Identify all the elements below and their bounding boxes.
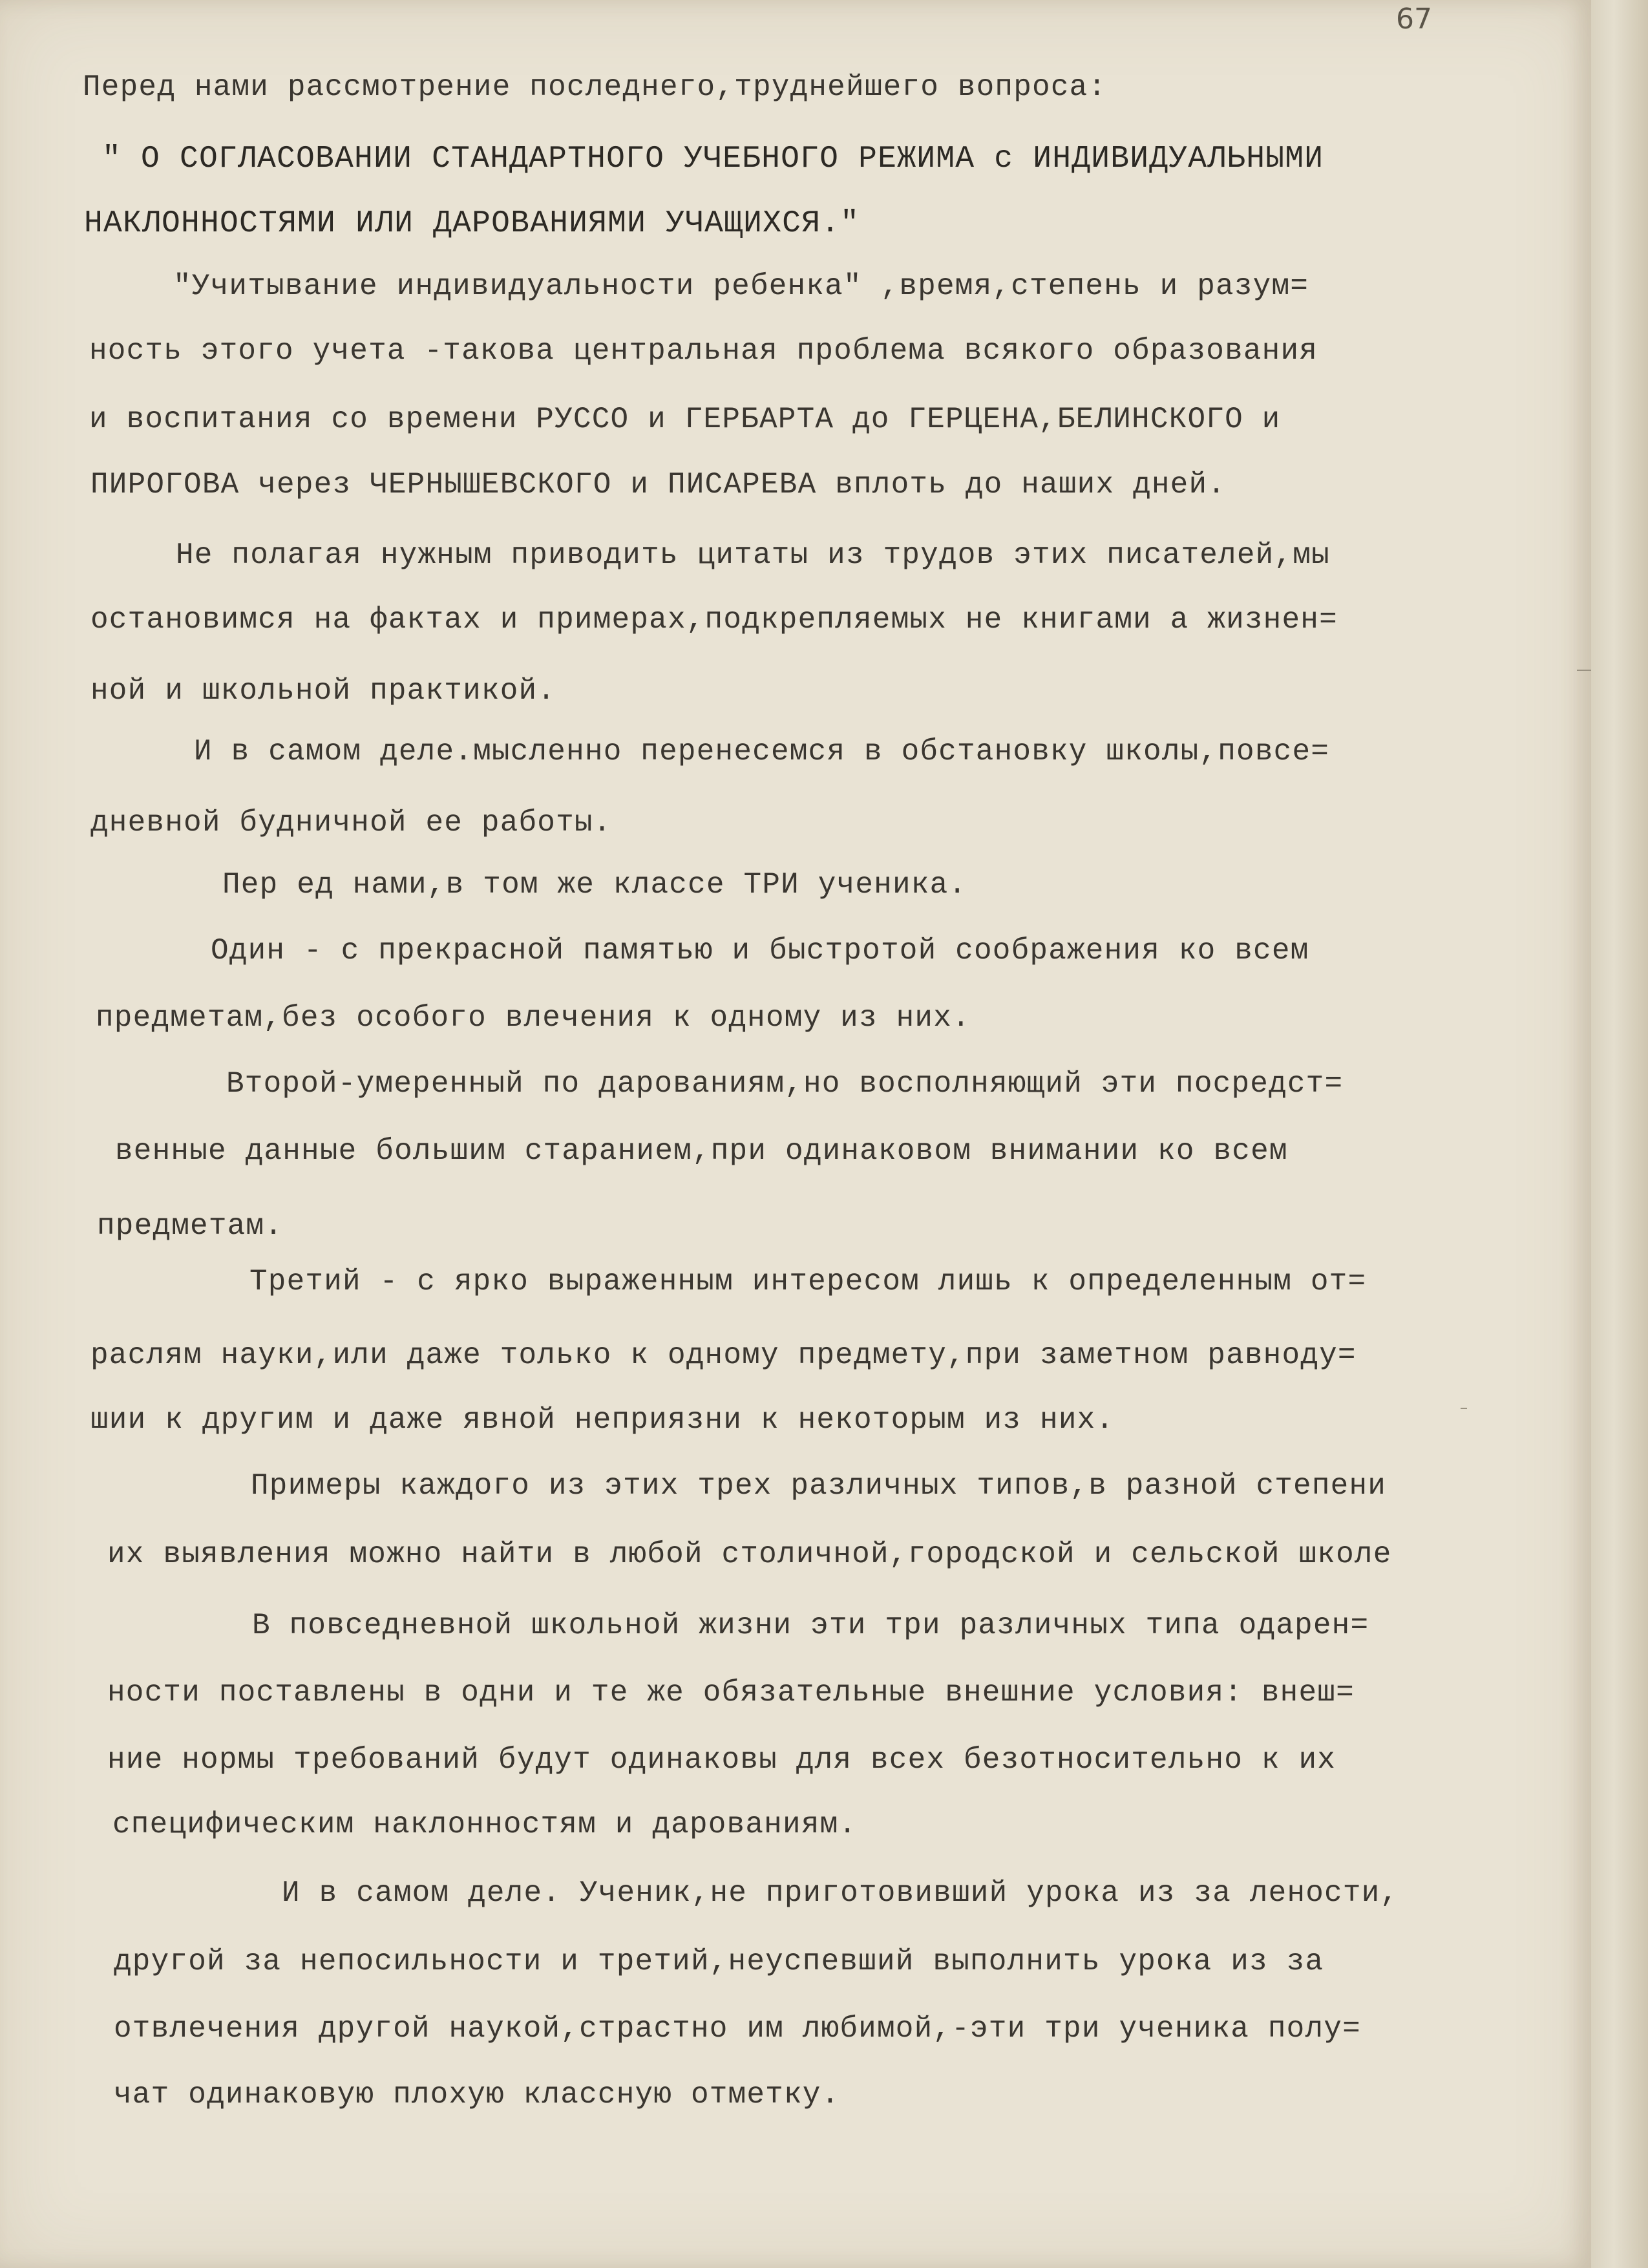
page-number: 67 xyxy=(1396,3,1432,36)
text-line: ности поставлены в одни и те же обязательные внешние условия: внеш= xyxy=(107,1676,1355,1710)
text-line: Один - с прекрасной памятью и быстротой соображения ко всем xyxy=(211,934,1309,968)
text-line: И в самом деле. Ученик,не приготовивший урока из за лености, xyxy=(282,1876,1399,1910)
text-line: И в самом деле.мысленно перенесемся в обстановку школы,повсе= xyxy=(194,735,1330,768)
text-line: "Учитывание индивидуальности ребенка" ,время,степень и разум= xyxy=(173,270,1309,303)
text-line: Примеры каждого из этих трех различных типов,в разной степени xyxy=(251,1469,1387,1503)
text-line: шии к другим и даже явной неприязни к некоторым из них. xyxy=(90,1403,1115,1437)
text-line: дневной будничной ее работы. xyxy=(90,806,612,840)
text-line: Третий - с ярко выраженным интересом лишь к определенным от= xyxy=(249,1265,1367,1298)
text-line: ние нормы требований будут одинаковы для всех безотносительно к их xyxy=(107,1743,1336,1777)
text-line: ПИРОГОВА через ЧЕРНЫШЕВСКОГО и ПИСАРЕВА вплоть до наших дней. xyxy=(90,468,1227,502)
text-line: Перед нами рассмотрение последнего,труднейшего вопроса: xyxy=(83,70,1107,104)
text-line: ной и школьной практикой. xyxy=(90,674,556,708)
text-line: их выявления можно найти в любой столичной,городской и сельской школе xyxy=(107,1538,1392,1571)
text-line: предметам,без особого влечения к одному из них. xyxy=(96,1001,971,1035)
text-line: остановимся на фактах и примерах,подкрепляемых не книгами а жизнен= xyxy=(90,603,1338,637)
text-line: НАКЛОННОСТЯМИ ИЛИ ДАРОВАНИЯМИ УЧАЩИХСЯ." xyxy=(84,206,860,241)
text-line: Второй-умеренный по дарованиям,но восполняющий эти посредст= xyxy=(226,1067,1344,1101)
text-line: другой за непосильности и третий,неуспевший выполнить урока из за xyxy=(114,1945,1324,1978)
page-mark xyxy=(1461,1408,1467,1409)
text-line: раслям науки,или даже только к одному предмету,при заметном равноду= xyxy=(90,1339,1357,1372)
text-line: и воспитания со времени РУССО и ГЕРБАРТА до ГЕРЦЕНА,БЕЛИНСКОГО и xyxy=(89,403,1281,436)
text-line: " О СОГЛАСОВАНИИ СТАНДАРТНОГО УЧЕБНОГО РЕЖИМА с ИНДИВИДУАЛЬНЫМИ xyxy=(102,142,1324,176)
paper-edge xyxy=(1591,0,1648,2268)
text-line: В повседневной школьной жизни эти три различных типа одарен= xyxy=(252,1609,1369,1642)
text-line: отвлечения другой наукой,страстно им любимой,-эти три ученика полу= xyxy=(114,2012,1361,2046)
text-line: специфическим наклонностям и дарованиям. xyxy=(112,1808,858,1841)
text-line: Пер ед нами,в том же классе ТРИ ученика. xyxy=(222,868,967,902)
page-mark xyxy=(1577,670,1591,671)
text-line: предметам. xyxy=(97,1209,284,1243)
text-line: ность этого учета -такова центральная проблема всякого образования xyxy=(89,334,1318,368)
text-line: чат одинаковую плохую классную отметку. xyxy=(114,2078,840,2112)
text-line: венные данные большим старанием,при одинаковом внимании ко всем xyxy=(115,1134,1288,1168)
text-line: Не полагая нужным приводить цитаты из трудов этих писателей,мы xyxy=(176,538,1330,572)
